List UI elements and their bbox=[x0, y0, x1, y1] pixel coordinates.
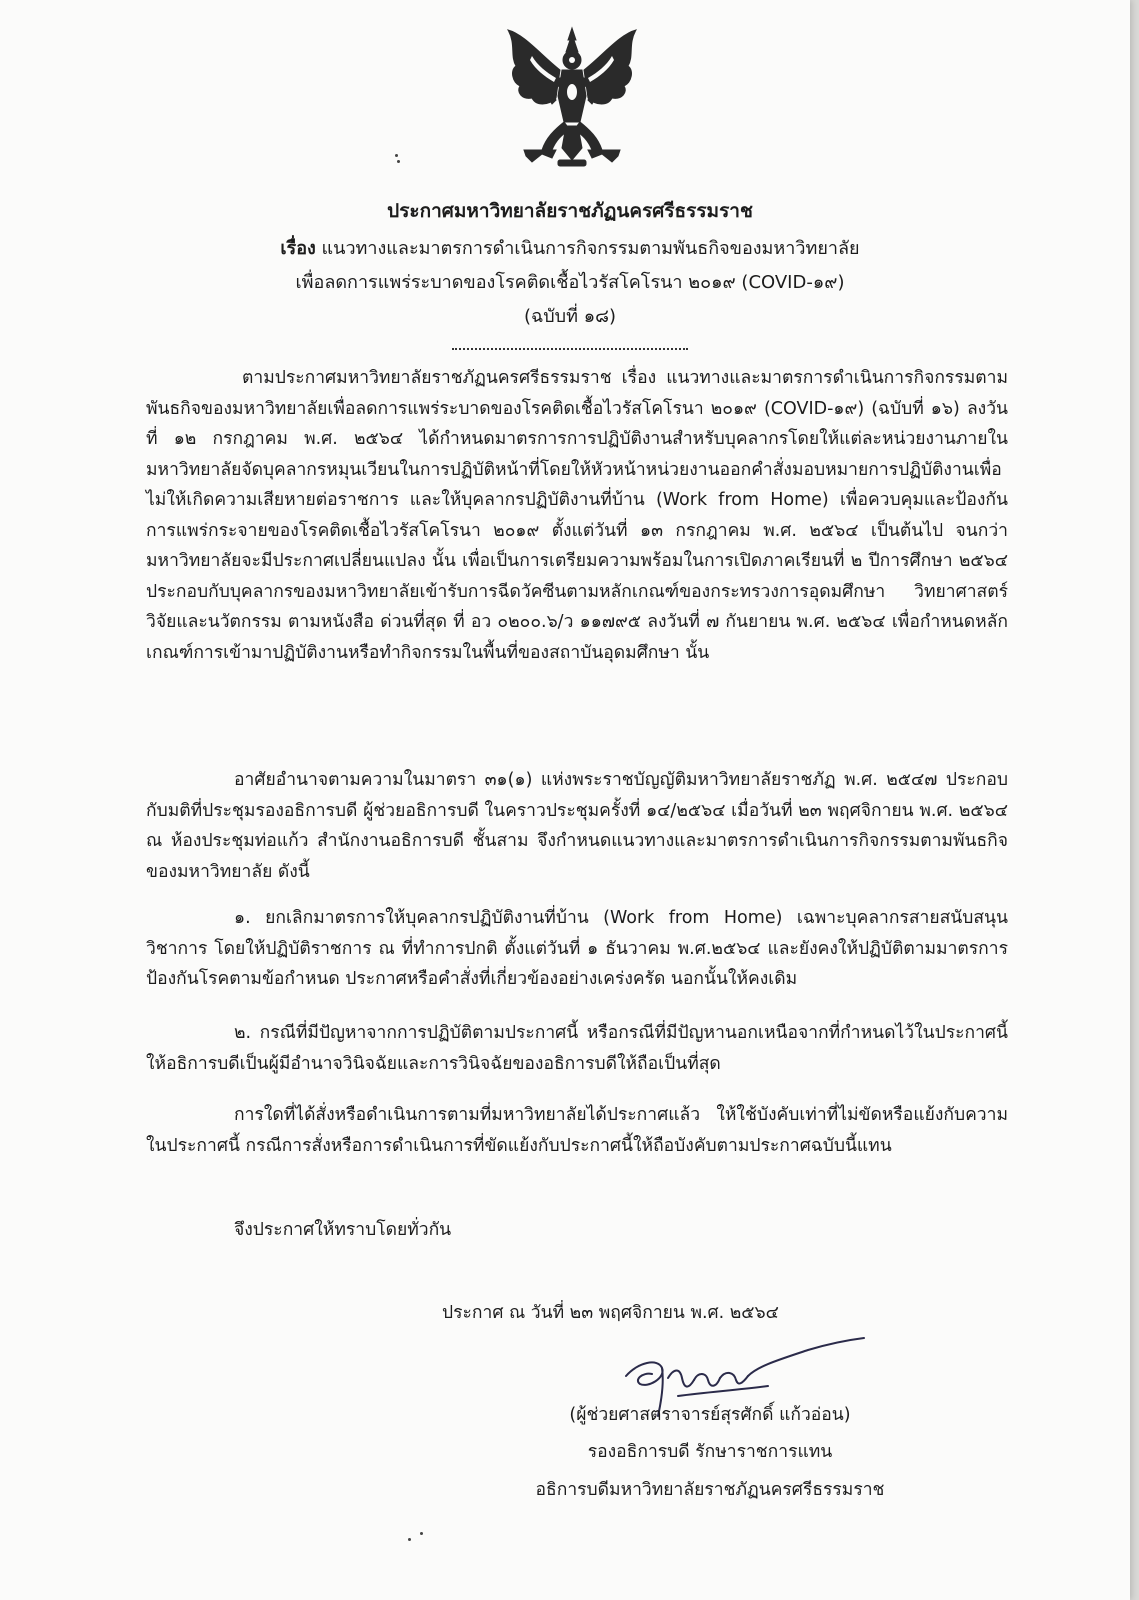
document-title: ประกาศมหาวิทยาลัยราชภัฏนครศรีธรรมราช bbox=[387, 200, 753, 222]
garuda-emblem-icon bbox=[502, 26, 642, 172]
subject-text: แนวทางและมาตรการดำเนินการกิจกรรมตามพันธกิจของมหาวิทยาลัย bbox=[321, 238, 860, 259]
measure-item-2: ๒. กรณีที่มีปัญหาจากการปฏิบัติตามประกาศนี้ หรือกรณีที่มีปัญหานอกเหนือจากที่กำหนดไว้ในประกาศนี้ ให้อธิการบดีเป็นผู้มีอำนาจวินิจฉัยและการวินิจฉัยของอธิการบดีให้ถือเป็นที่สุด bbox=[146, 1023, 1008, 1074]
scan-speck bbox=[397, 160, 400, 163]
subject-label: เรื่อง bbox=[280, 238, 316, 259]
paragraph-authority: อาศัยอำนาจตามความในมาตรา ๓๑(๑) แห่งพระราชบัญญัติมหาวิทยาลัยราชภัฏ พ.ศ. ๒๕๔๗ ประกอบกับมติที่ประชุมรองอธิการบดี ผู้ช่วยอธิการบดี ในคราวประชุมครั้งที่ ๑๔/๒๕๖๔ เมื่อวันที่ ๒๓ พฤศจิกายน พ.ศ. ๒๕๖๔ ณ ห้องประชุมท่อแก้ว สำนักงานอธิการบดี ชั้นสาม จึงกำหนดแนวทางและมาตรการดำเนินการกิจกรรมตามพันธกิจของมหาวิทยาลัย ดังนี้ bbox=[146, 770, 1008, 882]
scan-speck bbox=[408, 1538, 411, 1541]
issue-number: (ฉบับที่ ๑๘) bbox=[523, 306, 617, 327]
closing-statement: จึงประกาศให้ทราบโดยทั่วกัน bbox=[234, 1220, 452, 1240]
subject-line-2: เพื่อลดการแพร่ระบาดของโรคติดเชื้อไวรัสโคโรนา ๒๐๑๙ (COVID-๑๙) bbox=[295, 272, 845, 293]
signatory-position: รองอธิการบดี รักษาราชการแทน bbox=[587, 1442, 833, 1462]
subject-line-1 bbox=[150, 233, 990, 262]
scan-speck bbox=[395, 154, 398, 157]
signatory-name: (ผู้ช่วยศาสตราจารย์สุรศักดิ์ แก้วอ่อน) bbox=[569, 1405, 851, 1425]
announcement-date: ประกาศ ณ วันที่ ๒๓ พฤศจิกายน พ.ศ. ๒๕๖๔ bbox=[442, 1303, 779, 1323]
paragraph-precedence: การใดที่ได้สั่งหรือดำเนินการตามที่มหาวิทยาลัยได้ประกาศแล้ว ให้ใช้บังคับเท่าที่ไม่ขัดหรือแย้งกับความในประกาศนี้ กรณีการสั่งหรือการดำเนินการที่ขัดแย้งกับประกาศนี้ให้ถือบังคับตามประกาศฉบับนี้แทน bbox=[146, 1105, 1008, 1156]
paragraph-background: ตามประกาศมหาวิทยาลัยราชภัฏนครศรีธรรมราช เรื่อง แนวทางและมาตรการดำเนินการกิจกรรมตามพันธกิจของมหาวิทยาลัยเพื่อลดการแพร่ระบาดของโรคติดเชื้อไวรัสโคโรนา ๒๐๑๙ (COVID-๑๙) (ฉบับที่ ๑๖) ลงวันที่ ๑๒ กรกฎาคม พ.ศ. ๒๕๖๔ ได้กำหนดมาตรการการปฏิบัติงานสำหรับบุคลากรโดยให้แต่ละหน่วยงานภายในมหาวิทยาลัยจัดบุคลากรหมุนเวียนในการปฏิบัติหน้าที่โดยให้หัวหน้าหน่วยงานออกคำสั่งมอบหมายการปฏิบัติงานเพื่อไม่ให้เกิดความเสียหายต่อราชการ และให้บุคลากรปฏิบัติงานที่บ้าน (Work from Home) เพื่อควบคุมและป้องกันการแพร่กระจายของโรคติดเชื้อไวรัสโคโรนา ๒๐๑๙ ตั้งแต่วันที่ ๑๓ กรกฎาคม พ.ศ. ๒๕๖๔ เป็นต้นไป จนกว่ามหาวิทยาลัยจะมีประกาศเปลี่ยนแปลง นั้น เพื่อเป็นการเตรียมความพร้อมในการเปิดภาคเรียนที่ ๒ ปีการศึกษา ๒๕๖๔ ประกอบกับบุคลากรของมหาวิทยาลัยเข้ารับการฉีดวัคซีนตามหลักเกณฑ์ของกระทรวงการอุดมศึกษา วิทยาศาสตร์ วิจัยและนวัตกรรม ตามหนังสือ ด่วนที่สุด ที่ อว ๐๒๐๐.๖/ว ๑๑๗๙๕ ลงวันที่ ๗ กันยายน พ.ศ. ๒๕๖๔ เพื่อกำหนดหลักเกณฑ์การเข้ามาปฏิบัติงานหรือทำกิจกรรมในพื้นที่ของสถาบันอุดมศึกษา นั้น bbox=[146, 368, 1008, 663]
title-divider bbox=[452, 348, 688, 350]
signatory-organization: อธิการบดีมหาวิทยาลัยราชภัฏนครศรีธรรมราช bbox=[535, 1480, 885, 1500]
scan-speck bbox=[420, 1532, 423, 1535]
measure-item-1: ๑. ยกเลิกมาตรการให้บุคลากรปฏิบัติงานที่บ้าน (Work from Home) เฉพาะบุคลากรสายสนับสนุนวิชาการ โดยให้ปฏิบัติราชการ ณ ที่ทำการปกติ ตั้งแต่วันที่ ๑ ธันวาคม พ.ศ.๒๕๖๔ และยังคงให้ปฏิบัติตามมาตรการป้องกันโรคตามข้อกำหนด ประกาศหรือคำสั่งที่เกี่ยวข้องอย่างเคร่งครัด นอกนั้นให้คงเดิม bbox=[146, 908, 1008, 989]
